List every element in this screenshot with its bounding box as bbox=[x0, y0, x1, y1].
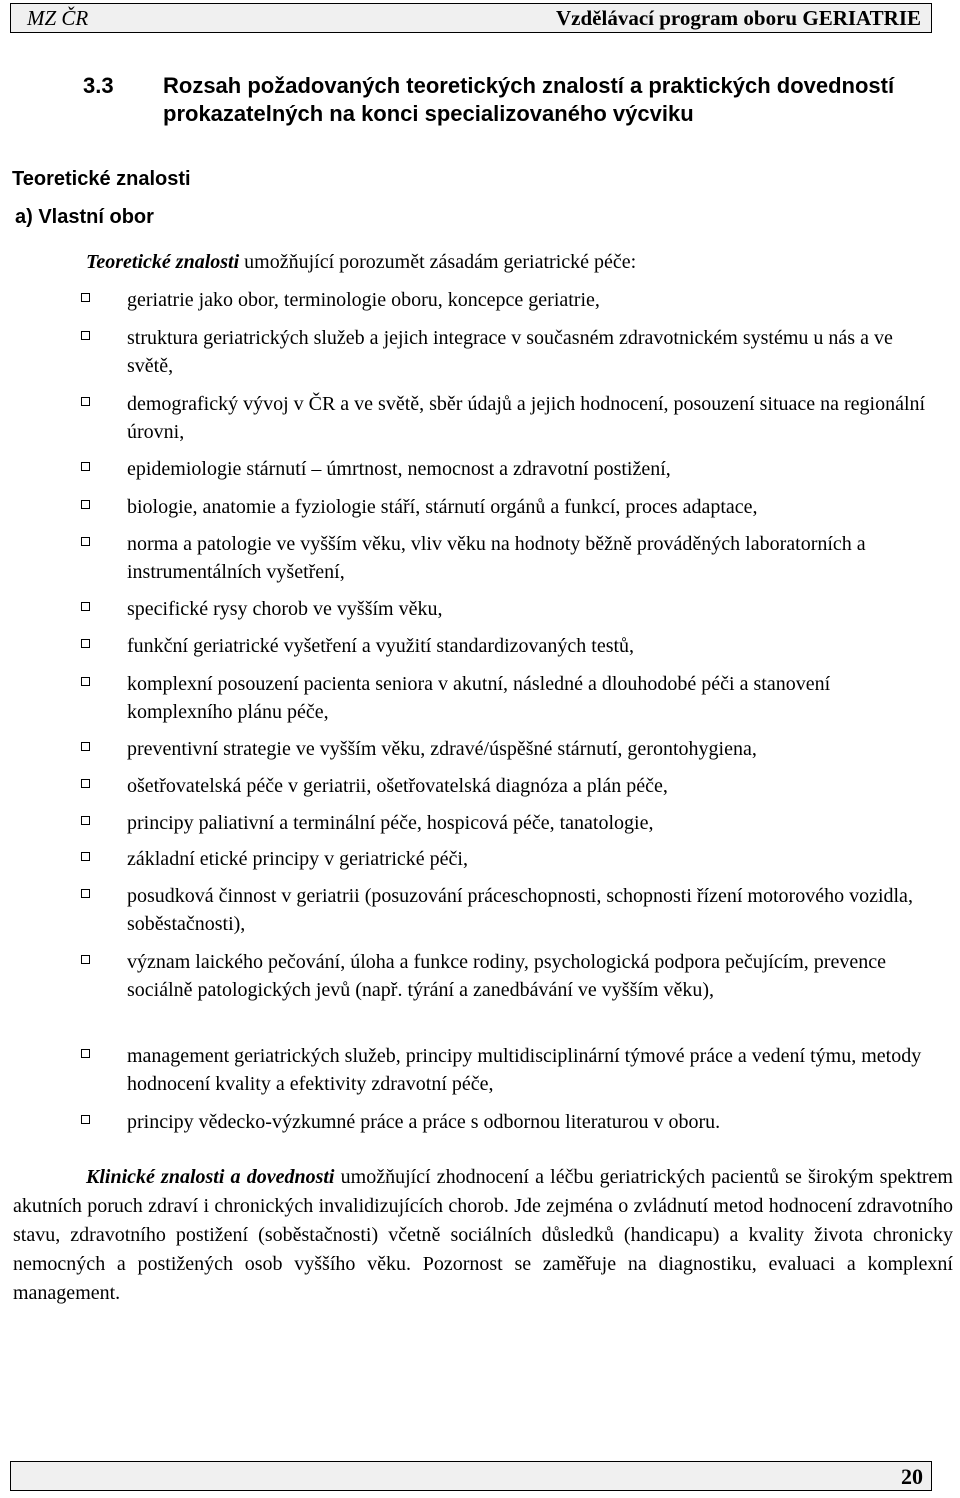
list-item bbox=[127, 882, 927, 938]
list-item-text: norma a patologie ve vyšším věku, vliv věku na hodnoty běžně prováděných laboratorních a instrumentálních vyšetření, bbox=[127, 533, 866, 583]
list-item-text: struktura geriatrických služeb a jejich integrace v současném zdravotnickém systému u nás a ve světě, bbox=[127, 327, 893, 377]
page-footer bbox=[10, 1461, 932, 1491]
list-item bbox=[127, 1108, 927, 1136]
checkbox-bullet-icon bbox=[81, 677, 90, 686]
intro-lead: Teoretické znalosti bbox=[86, 251, 240, 273]
list-item bbox=[127, 493, 927, 521]
list-item-text: demografický vývoj v ČR a ve světě, sběr údajů a jejich hodnocení, posouzení situace na regionální úrovni, bbox=[127, 393, 926, 443]
section-title: Rozsah požadovaných teoretických znalostí a praktických dovedností prokazatelných na konci specializovaného výcviku bbox=[163, 73, 895, 126]
checkbox-bullet-icon bbox=[81, 955, 90, 964]
list-item bbox=[127, 530, 927, 586]
list-item bbox=[127, 390, 927, 446]
checkbox-bullet-icon bbox=[81, 816, 90, 825]
list-item-text: biologie, anatomie a fyziologie stáří, stárnutí orgánů a funkcí, proces adaptace, bbox=[127, 496, 758, 518]
page-header bbox=[10, 3, 932, 33]
checkbox-bullet-icon bbox=[81, 397, 90, 406]
list-item bbox=[127, 670, 927, 726]
checkbox-bullet-icon bbox=[81, 852, 90, 861]
list-item bbox=[127, 1042, 927, 1098]
header-left: MZ ČR bbox=[27, 6, 89, 30]
list-item bbox=[127, 809, 927, 837]
checkbox-bullet-icon bbox=[81, 602, 90, 611]
list-item bbox=[127, 632, 927, 660]
list-item bbox=[127, 948, 927, 1004]
list-item-text: principy paliativní a terminální péče, hospicová péče, tanatologie, bbox=[127, 812, 654, 834]
checkbox-bullet-icon bbox=[81, 742, 90, 751]
list-item bbox=[127, 286, 927, 314]
list-item-text: základní etické principy v geriatrické péči, bbox=[127, 848, 468, 870]
list-item-text: ošetřovatelská péče v geriatrii, ošetřovatelská diagnóza a plán péče, bbox=[127, 775, 668, 797]
list-item-text: specifické rysy chorob ve vyšším věku, bbox=[127, 598, 443, 620]
list-item bbox=[127, 772, 927, 800]
list-item-text: geriatrie jako obor, terminologie oboru, koncepce geriatrie, bbox=[127, 289, 600, 311]
list-item-text: komplexní posouzení pacienta seniora v akutní, následné a dlouhodobé péči a stanovení komplexního plánu péče, bbox=[127, 673, 831, 723]
header-right: Vzdělávací program oboru GERIATRIE bbox=[556, 6, 921, 30]
list-item-text: management geriatrických služeb, principy multidisciplinární týmové práce a vedení týmu, metody hodnocení kvality a efektivity zdravotní péče, bbox=[127, 1045, 922, 1095]
checkbox-bullet-icon bbox=[81, 639, 90, 648]
clinical-paragraph bbox=[13, 1163, 953, 1308]
checkbox-bullet-icon bbox=[81, 293, 90, 302]
list-item bbox=[127, 455, 927, 483]
list-item-text: epidemiologie stárnutí – úmrtnost, nemocnost a zdravotní postižení, bbox=[127, 458, 671, 480]
checkbox-bullet-icon bbox=[81, 537, 90, 546]
section-number: 3.3 bbox=[83, 73, 114, 98]
page-number: 20 bbox=[901, 1464, 923, 1489]
list-item-text: funkční geriatrické vyšetření a využití standardizovaných testů, bbox=[127, 635, 635, 657]
subheading: Teoretické znalosti bbox=[12, 168, 191, 190]
clinical-lead: Klinické znalosti a dovednosti bbox=[86, 1166, 335, 1188]
subsection-heading: a) Vlastní obor bbox=[15, 206, 154, 228]
list-item-text: posudková činnost v geriatrii (posuzování práceschopnosti, schopnosti řízení motorového vozidla, soběstačnosti), bbox=[127, 885, 913, 935]
list-item-text: význam laického pečování, úloha a funkce rodiny, psychologická podpora pečujícím, prevence sociálně patologických jevů (např. týrání a zanedbávání ve vyšším věku), bbox=[127, 951, 886, 1001]
checkbox-bullet-icon bbox=[81, 1049, 90, 1058]
list-item-text: preventivní strategie ve vyšším věku, zdravé/úspěšné stárnutí, gerontohygiena, bbox=[127, 738, 757, 760]
list-item bbox=[127, 845, 927, 873]
checkbox-bullet-icon bbox=[81, 779, 90, 788]
list-item bbox=[127, 735, 927, 763]
checkbox-bullet-icon bbox=[81, 500, 90, 509]
checkbox-bullet-icon bbox=[81, 331, 90, 340]
list-item bbox=[127, 595, 927, 623]
checkbox-bullet-icon bbox=[81, 462, 90, 471]
checkbox-bullet-icon bbox=[81, 1115, 90, 1124]
clinical-rest: umožňující zhodnocení a léčbu geriatrických pacientů se širokým spektrem akutních poruch zdraví i chronických invalidizujících chorob. Jde zejména o zvládnutí metod hodnocení zdravotního stavu, zdravotního postižení (soběstačnosti) včetně sociálních důsledků (handicapu) a kvality života chronicky nemocných a postižených osob vyššího věku. Pozornost se zaměřuje na diagnostiku, evaluaci a komplexní management. bbox=[13, 1166, 953, 1304]
list-item-text: principy vědecko-výzkumné práce a práce s odbornou literaturou v oboru. bbox=[127, 1111, 721, 1133]
intro-rest: umožňující porozumět zásadám geriatrické péče: bbox=[239, 251, 637, 273]
list-item bbox=[127, 324, 927, 380]
intro-line bbox=[86, 251, 636, 274]
checkbox-bullet-icon bbox=[81, 889, 90, 898]
